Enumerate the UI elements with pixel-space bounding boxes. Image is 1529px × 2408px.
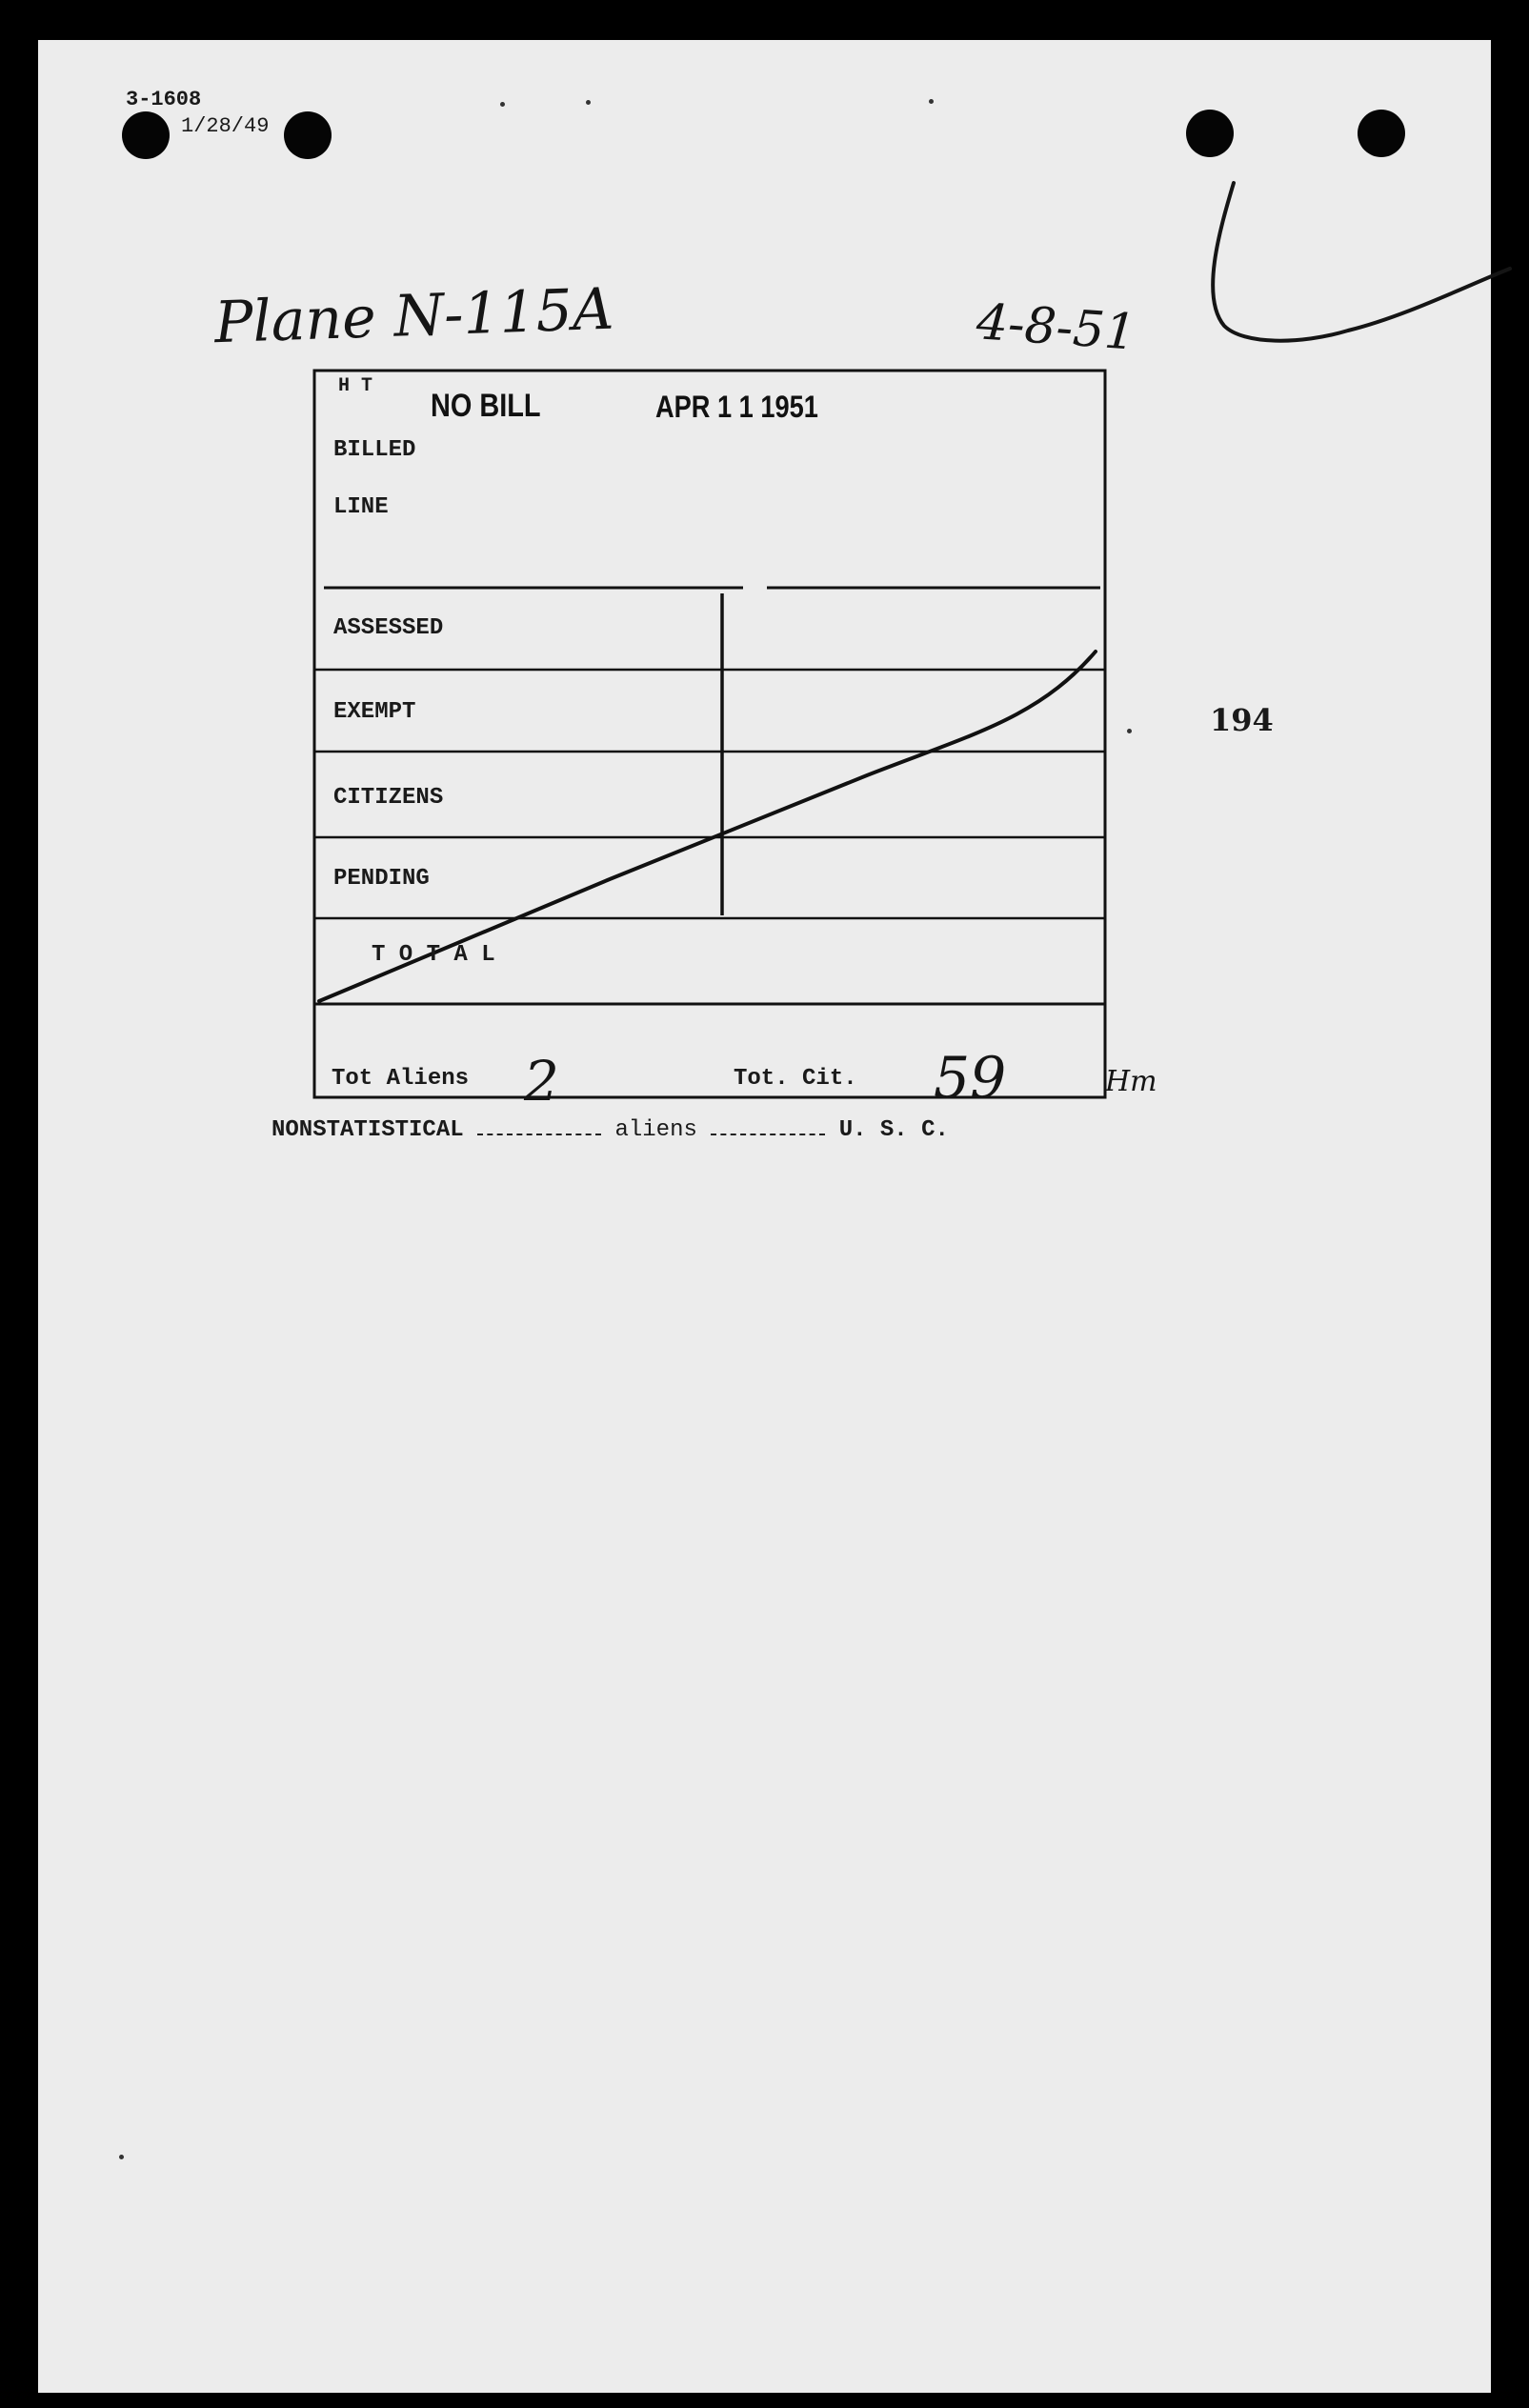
nonstatistical-line [272,1116,949,1143]
check-mark-icon [1196,173,1510,392]
assessed-label: ASSESSED [333,615,444,641]
document-page [38,40,1491,2393]
tot-cit-value: 59 [934,1045,1007,1112]
ht-label: H T [338,375,373,397]
citizens-label: CITIZENS [333,785,444,811]
date-handwritten: 4-8-51 [975,293,1138,362]
billed-label: BILLED [333,437,416,463]
corner-date: 1/28/49 [181,114,270,138]
punch-hole-top-right-2 [1358,110,1405,157]
aliens-label: aliens [614,1117,697,1143]
tot-cit-label: Tot. Cit. [734,1066,857,1092]
tot-aliens-value: 2 [524,1049,559,1114]
line-label: LINE [333,494,389,520]
speck [119,2155,124,2159]
pending-label: PENDING [333,866,430,892]
no-bill-stamp: NO BILL [431,388,541,424]
initials-handwritten: Hm [1105,1065,1157,1098]
manifest-form [314,371,1143,1114]
tot-aliens-label: Tot Aliens [332,1066,470,1092]
usc-count-blank [711,1116,825,1135]
punch-hole-top-left-1 [122,111,170,159]
total-label: T O T A L [372,942,495,968]
form-border [314,371,1105,1097]
margin-number: 194 [1210,702,1274,738]
received-date-stamp: APR 1 1 1951 [655,390,818,424]
form-grid [314,371,1143,1094]
nonstatistical-label: NONSTATISTICAL [272,1117,464,1143]
speck [500,102,505,107]
corner-ref-number: 3-1608 [126,88,202,111]
aliens-count-blank [477,1116,601,1135]
exempt-label: EXEMPT [333,699,416,725]
plane-handwritten: Plane N-115A [212,275,615,357]
usc-label: U. S. C. [838,1117,949,1143]
punch-hole-top-left-2 [284,111,332,159]
punch-hole-top-right-1 [1186,110,1234,157]
speck [586,100,591,105]
speck [929,99,934,104]
